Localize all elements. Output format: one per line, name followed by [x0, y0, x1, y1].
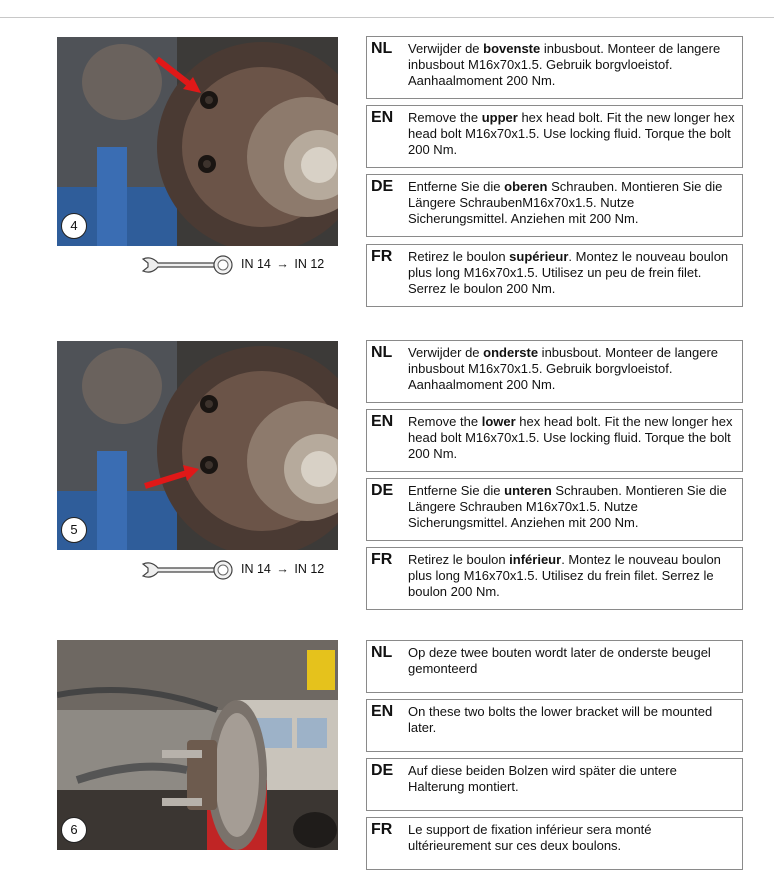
step-4-nl-box	[366, 36, 743, 99]
instruction-text: Verwijder de bovenste inbusbout. Monteer de langere inbusbout M16x70x1.5. Gebruik borgvloeistof. Aanhaalmoment 200 Nm.	[408, 41, 721, 88]
instruction-text: Remove the upper hex head bolt. Fit the new longer hex head bolt M16x70x1.5. Use locking fluid. Torque the bolt 200 Nm.	[408, 110, 735, 157]
lang-code: FR	[371, 551, 393, 568]
lang-code: EN	[371, 109, 394, 126]
step-4-en-box	[366, 105, 743, 168]
step-6-nl-box	[366, 640, 743, 693]
lang-code: FR	[371, 248, 393, 265]
lang-code: DE	[371, 482, 394, 499]
step-number-badge: 4	[61, 213, 87, 239]
instruction-text: Retirez le boulon inférieur. Montez le nouveau boulon plus long M16x70x1.5. Utilisez du frein filet. Serrez le boulon 200 Nm.	[408, 552, 721, 599]
lang-code: EN	[371, 413, 394, 430]
lang-code: NL	[371, 644, 393, 661]
step-6-de-box	[366, 758, 743, 811]
instruction-text: Le support de fixation inférieur sera monté ultérieurement sur ces deux boulons.	[408, 822, 652, 853]
tool-size-text: IN 14 → IN 12	[241, 257, 325, 271]
wrench-icon	[140, 558, 236, 582]
step-4-de-box	[366, 174, 743, 237]
step-5-de-box	[366, 478, 743, 541]
instruction-text: Auf diese beiden Bolzen wird später die untere Halterung montiert.	[408, 763, 677, 794]
lang-code: NL	[371, 344, 393, 361]
step-5-fr-box	[366, 547, 743, 610]
instruction-text: Entferne Sie die unteren Schrauben. Montieren Sie die Längere Schrauben M16x70x1.5. Nutze Sicherungsmittel. Anziehen mit 200 Nm.	[408, 483, 727, 530]
step-6-en-box	[366, 699, 743, 752]
instruction-text: Remove the lower hex head bolt. Fit the new longer hex head bolt M16x70x1.5. Use locking fluid. Torque the bolt 200 Nm.	[408, 414, 733, 461]
instruction-text: Verwijder de onderste inbusbout. Monteer de langere inbusbout M16x70x1.5. Gebruik borgvloeistof. Aanhaalmoment 200 Nm.	[408, 345, 719, 392]
lang-code: DE	[371, 762, 394, 779]
step-4-fr-box	[366, 244, 743, 307]
step-number-badge: 5	[61, 517, 87, 543]
step-6-fr-box	[366, 817, 743, 870]
lang-code: DE	[371, 178, 394, 195]
step-4-photo	[57, 37, 338, 246]
step-5-nl-box	[366, 340, 743, 403]
instruction-text: Op deze twee bouten wordt later de onderste beugel gemonteerd	[408, 645, 711, 676]
top-divider	[0, 17, 774, 18]
step-5-tool	[140, 558, 340, 582]
lang-code: FR	[371, 821, 393, 838]
instruction-text: Entferne Sie die oberen Schrauben. Montieren Sie die Längere SchraubenM16x70x1.5. Nutze Sicherungsmittel. Anziehen mit 200 Nm.	[408, 179, 723, 226]
lang-code: NL	[371, 40, 393, 57]
wrench-icon	[140, 253, 236, 277]
instruction-text: On these two bolts the lower bracket will be mounted later.	[408, 704, 713, 735]
step-number-badge: 6	[61, 817, 87, 843]
step-5-en-box	[366, 409, 743, 472]
step-4-tool	[140, 253, 340, 277]
instruction-text: Retirez le boulon supérieur. Montez le nouveau boulon plus long M16x70x1.5. Utilisez un peu de frein filet. Serrez le boulon 200 Nm.	[408, 249, 729, 296]
lang-code: EN	[371, 703, 394, 720]
step-6-photo	[57, 640, 338, 850]
tool-size-text: IN 14 → IN 12	[241, 562, 325, 576]
step-5-photo	[57, 341, 338, 550]
